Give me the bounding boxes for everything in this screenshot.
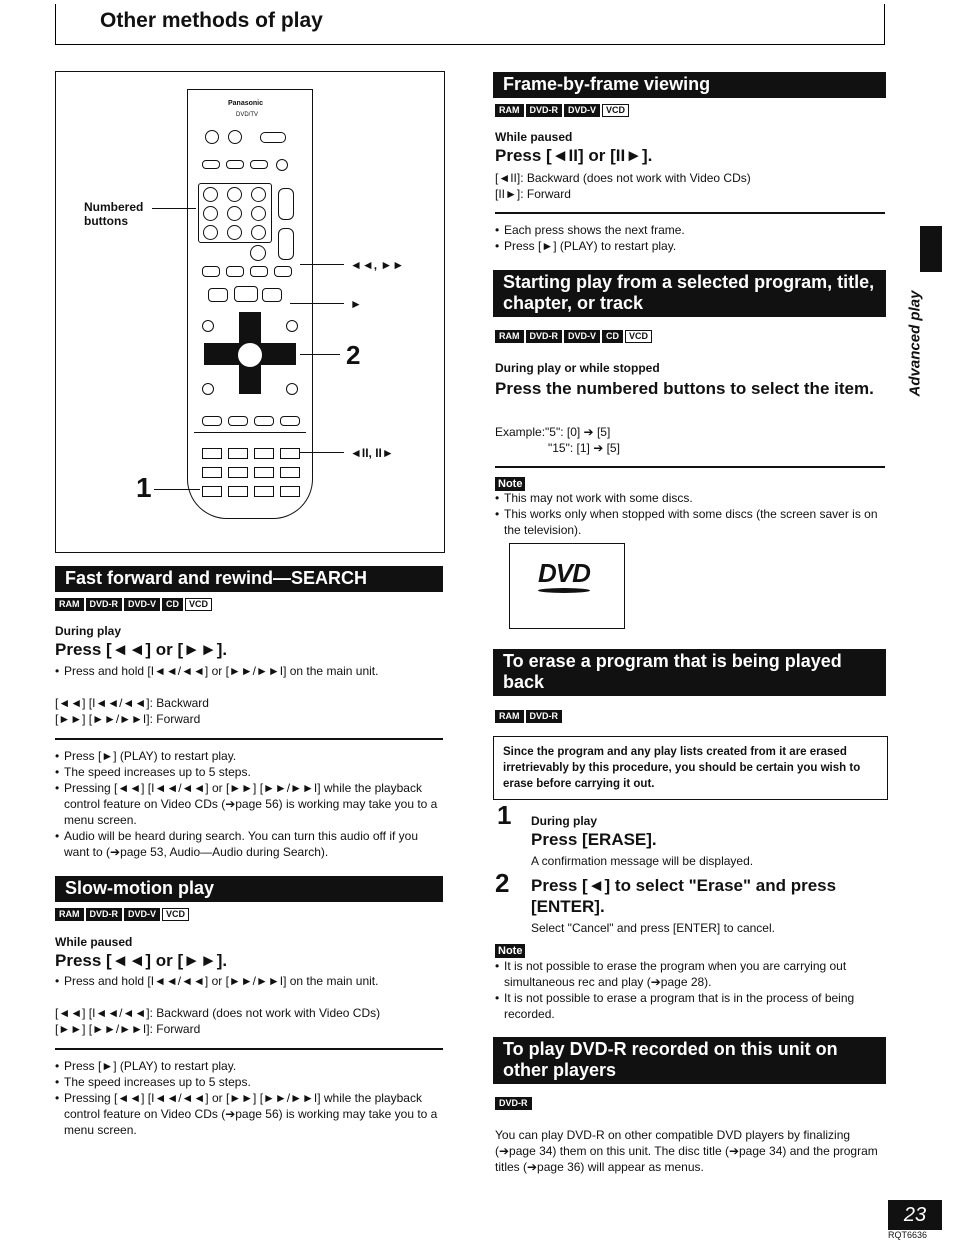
dvd-logo: DVD bbox=[538, 558, 590, 588]
slow-note: • Pressing [◄◄] [I◄◄/◄◄] or [►►] [►►/►►I] while the playback control feature on Video CDs (➔page 56) is working may take you to a menu screen. bbox=[55, 1090, 445, 1138]
select-notes bbox=[495, 490, 887, 538]
callout-line bbox=[300, 354, 340, 355]
erase-step-2-instruction: Press [◄] to select "Erase" and press [ENTER]. bbox=[531, 876, 837, 916]
small-button-drawing bbox=[254, 416, 274, 426]
divider bbox=[495, 466, 885, 468]
erase-warning-box bbox=[493, 736, 888, 800]
button-100-drawing bbox=[250, 245, 266, 261]
menu-button-drawing bbox=[286, 320, 298, 332]
search-note: • Pressing [◄◄] [I◄◄/◄◄] or [►►] [►►/►►I] while the playback control feature on Video CDs (➔page 56) is working may take you to a menu screen. bbox=[55, 780, 445, 828]
small-button-drawing bbox=[202, 416, 222, 426]
small-button-drawing bbox=[280, 486, 300, 497]
select-instruction: Press the numbered buttons to select the item. bbox=[495, 379, 874, 398]
num-button-drawing bbox=[251, 225, 266, 240]
frame-notes bbox=[495, 222, 885, 254]
num-button-drawing bbox=[251, 187, 266, 202]
callout-step-1: 1 bbox=[136, 472, 152, 503]
small-button-drawing bbox=[226, 160, 244, 169]
dvdr-text: You can play DVD-R on other compatible DVD players by finalizing (➔page 34) them on this unit. The disc title (➔page 34) and the program titles (➔page 36) will appear as menus. bbox=[495, 1128, 878, 1174]
small-button-drawing bbox=[228, 416, 248, 426]
slow-note: • The speed increases up to 5 steps. bbox=[55, 1074, 445, 1090]
play-button-drawing bbox=[234, 286, 258, 302]
remote-control-illustration bbox=[187, 89, 313, 519]
erase-step-1-instruction: Press [ERASE]. bbox=[531, 830, 657, 849]
page-number: 23 bbox=[888, 1200, 942, 1230]
erase-notes bbox=[495, 958, 887, 1022]
stop-button-drawing bbox=[208, 288, 228, 302]
badge-vcd: VCD bbox=[185, 598, 212, 611]
divider bbox=[55, 1048, 443, 1050]
section-tab-marker bbox=[920, 226, 942, 272]
small-button-drawing bbox=[202, 467, 222, 478]
badge-ram: RAM bbox=[495, 710, 524, 723]
badge-ram: RAM bbox=[495, 104, 524, 117]
functions-button-drawing bbox=[202, 383, 214, 395]
badge-vcd: VCD bbox=[625, 330, 652, 343]
frame-back-button-drawing bbox=[254, 448, 274, 459]
slow-backward: [◄◄] [I◄◄/◄◄]: Backward (does not work with Video CDs) bbox=[55, 1006, 381, 1020]
side-section-label-wrap bbox=[905, 285, 925, 405]
badge-cd: CD bbox=[602, 330, 623, 343]
dvdr-disc-badges bbox=[495, 1097, 532, 1110]
dvd-screen-saver-image bbox=[509, 543, 625, 629]
search-forward: [►►] [►►/►►I]: Forward bbox=[55, 712, 201, 726]
erase-step-1-number: 1 bbox=[497, 800, 512, 830]
frame-note: • Press [►] (PLAY) to restart play. bbox=[495, 238, 885, 254]
erase-disc-badges bbox=[495, 710, 562, 723]
badge-ram: RAM bbox=[55, 908, 84, 921]
select-condition: During play or while stopped bbox=[495, 361, 660, 375]
enter-button-drawing bbox=[237, 342, 263, 368]
erase-warning-text: Since the program and any play lists created from it are erased irretrievably by this procedure, you should be certain you wish to erase before carrying it out. bbox=[503, 746, 861, 790]
frame-note: • Each press shows the next frame. bbox=[495, 222, 885, 238]
remote-brand: Panasonic bbox=[228, 100, 264, 107]
frame-fwd-button-drawing bbox=[280, 448, 300, 459]
badge-dvd-v: DVD-V bbox=[564, 330, 600, 343]
remote-divider bbox=[194, 432, 306, 433]
badge-vcd: VCD bbox=[162, 908, 189, 921]
slow-notes bbox=[55, 1058, 445, 1138]
small-button-drawing bbox=[254, 486, 274, 497]
small-button-drawing bbox=[250, 160, 268, 169]
erase-step-2-number: 2 bbox=[495, 868, 510, 898]
divider bbox=[55, 738, 443, 740]
slow-instruction: Press [◄◄] or [►►]. bbox=[55, 951, 228, 970]
channel-rocker-drawing bbox=[278, 188, 294, 220]
badge-dvd-r: DVD-R bbox=[526, 710, 563, 723]
select-note: • This may not work with some discs. bbox=[495, 490, 887, 506]
erase-step-2-detail: Select "Cancel" and press [ENTER] to cancel. bbox=[531, 921, 775, 935]
badge-dvd-r: DVD-R bbox=[526, 104, 563, 117]
search-note: • Press [►] (PLAY) to restart play. bbox=[55, 748, 445, 764]
small-button-drawing bbox=[202, 448, 222, 459]
frame-section-header: Frame-by-frame viewing bbox=[493, 72, 886, 98]
skip-back-button-drawing bbox=[202, 266, 220, 277]
small-button-drawing bbox=[280, 467, 300, 478]
erase-step-1-detail: A confirmation message will be displayed. bbox=[531, 854, 754, 868]
badge-dvd-r: DVD-R bbox=[86, 908, 123, 921]
small-button-drawing bbox=[228, 486, 248, 497]
note-badge: Note bbox=[495, 944, 525, 958]
num-button-drawing bbox=[203, 206, 218, 221]
slow-note: • Press [►] (PLAY) to restart play. bbox=[55, 1058, 445, 1074]
erase-note: • It is not possible to erase the program when you are carrying out simultaneous rec and play (➔page 28). bbox=[495, 958, 887, 990]
search-instruction: Press [◄◄] or [►►]. bbox=[55, 640, 228, 659]
search-hold-text: • Press and hold [I◄◄/◄◄] or [►►/►►I] on the main unit. bbox=[55, 663, 445, 679]
slow-condition: While paused bbox=[55, 935, 133, 949]
select-section-header: Starting play from a selected program, title, chapter, or track bbox=[493, 270, 886, 317]
badge-ram: RAM bbox=[495, 330, 524, 343]
power-button-drawing bbox=[205, 130, 219, 144]
badge-vcd: VCD bbox=[602, 104, 629, 117]
small-button-drawing bbox=[276, 159, 288, 171]
slow-forward: [►►] [►►/►►I]: Forward bbox=[55, 1022, 201, 1036]
slow-hold-text: • Press and hold [I◄◄/◄◄] or [►►/►►I] on the main unit. bbox=[55, 973, 445, 989]
return-button-drawing bbox=[286, 383, 298, 395]
note-badge: Note bbox=[495, 477, 525, 491]
search-hold-list bbox=[55, 663, 445, 679]
search-note: • Audio will be heard during search. You can turn this audio off if you want to (➔page 53, Audio—Audio during Search). bbox=[55, 828, 445, 860]
search-notes bbox=[55, 748, 445, 860]
small-button-drawing bbox=[280, 416, 300, 426]
callout-line bbox=[154, 489, 200, 490]
num-button-drawing bbox=[203, 225, 218, 240]
frame-instruction: Press [◄II] or [II►]. bbox=[495, 146, 653, 165]
badge-dvd-v: DVD-V bbox=[124, 908, 160, 921]
dvd-tv-button-drawing bbox=[260, 132, 286, 143]
skip-fwd-button-drawing bbox=[226, 266, 244, 277]
num-button-drawing bbox=[227, 225, 242, 240]
num-button-drawing bbox=[203, 187, 218, 202]
small-button-drawing bbox=[254, 467, 274, 478]
small-button-drawing bbox=[202, 160, 220, 169]
callout-line bbox=[300, 452, 344, 453]
erase-button-drawing bbox=[202, 486, 222, 497]
frame-forward: [II►]: Forward bbox=[495, 187, 571, 201]
frame-backward: [◄II]: Backward (does not work with Video CDs) bbox=[495, 171, 751, 185]
erase-step-1-condition: During play bbox=[531, 814, 598, 828]
callout-search: ◄◄, ►► bbox=[350, 258, 405, 272]
frame-condition: While paused bbox=[495, 130, 573, 144]
slow-section-header: Slow-motion play bbox=[55, 876, 443, 902]
frame-disc-badges bbox=[495, 104, 629, 117]
erase-note: • It is not possible to erase a program that is in the process of being recorded. bbox=[495, 990, 887, 1022]
remote-mode: DVD/TV bbox=[236, 112, 259, 118]
page-title: Other methods of play bbox=[100, 9, 323, 32]
badge-ram: RAM bbox=[55, 598, 84, 611]
numbered-buttons-label: Numbered buttons bbox=[84, 200, 144, 228]
num-button-drawing bbox=[227, 206, 242, 221]
power-tv-button-drawing bbox=[228, 130, 242, 144]
callout-step-2: 2 bbox=[346, 340, 361, 370]
badge-dvd-r: DVD-R bbox=[526, 330, 563, 343]
callout-line bbox=[290, 303, 344, 304]
rewind-button-drawing bbox=[250, 266, 268, 277]
dvd-logo-disc bbox=[538, 588, 590, 593]
dvdr-section-header: To play DVD-R recorded on this unit on other players bbox=[493, 1037, 886, 1084]
select-note: • This works only when stopped with some discs (the screen saver is on the television). bbox=[495, 506, 887, 538]
small-button-drawing bbox=[228, 448, 248, 459]
num-button-drawing bbox=[251, 206, 266, 221]
small-button-drawing bbox=[228, 467, 248, 478]
search-condition: During play bbox=[55, 624, 122, 638]
divider bbox=[495, 212, 885, 214]
search-section-header: Fast forward and rewind—SEARCH bbox=[55, 566, 443, 592]
callout-play: ► bbox=[350, 297, 362, 311]
num-button-drawing bbox=[227, 187, 242, 202]
document-code: RQT6636 bbox=[888, 1230, 928, 1240]
pause-button-drawing bbox=[262, 288, 282, 302]
erase-section-header: To erase a program that is being played back bbox=[493, 649, 886, 696]
callout-frame: ◄II, II► bbox=[350, 446, 394, 460]
erase-note-label bbox=[495, 941, 525, 959]
search-backward: [◄◄] [I◄◄/◄◄]: Backward bbox=[55, 696, 209, 710]
search-disc-badges bbox=[55, 598, 212, 611]
select-example-2: "15": [1] ➔ [5] bbox=[548, 441, 620, 455]
badge-dvd-v: DVD-V bbox=[564, 104, 600, 117]
callout-line bbox=[152, 208, 196, 209]
search-note: • The speed increases up to 5 steps. bbox=[55, 764, 445, 780]
top-menu-button-drawing bbox=[202, 320, 214, 332]
badge-dvd-r: DVD-R bbox=[495, 1097, 532, 1110]
fast-forward-button-drawing bbox=[274, 266, 292, 277]
badge-dvd-v: DVD-V bbox=[124, 598, 160, 611]
select-example-1: Example:"5": [0] ➔ [5] bbox=[495, 425, 611, 439]
badge-dvd-r: DVD-R bbox=[86, 598, 123, 611]
select-disc-badges bbox=[495, 330, 652, 343]
slow-disc-badges bbox=[55, 908, 189, 921]
slow-hold-list bbox=[55, 973, 445, 989]
callout-line bbox=[300, 264, 344, 265]
side-section-label: Advanced play bbox=[906, 290, 924, 397]
badge-cd: CD bbox=[162, 598, 183, 611]
volume-rocker-drawing bbox=[278, 228, 294, 260]
